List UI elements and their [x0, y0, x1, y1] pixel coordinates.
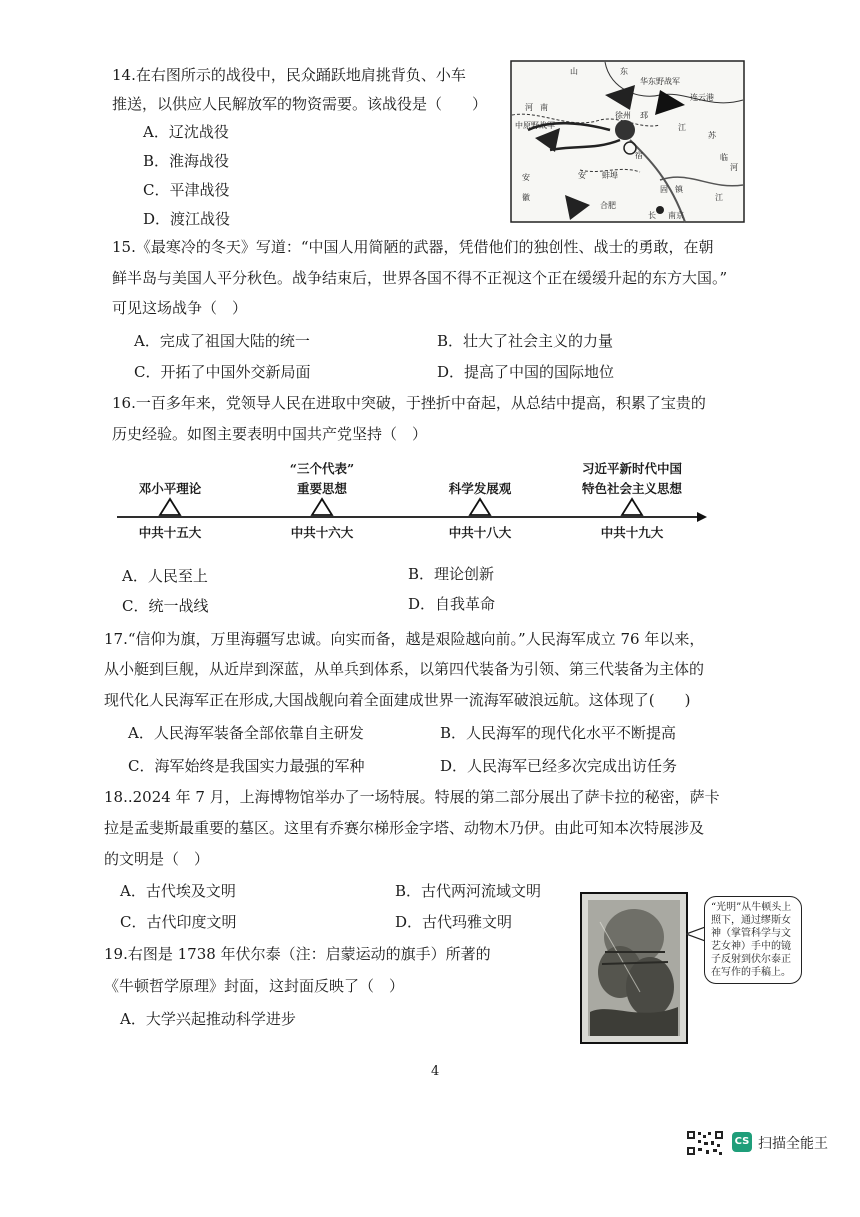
timeline-marker [622, 499, 642, 515]
map-label: 蚌埠 [602, 171, 618, 180]
q18-option-d: D．古代玛雅文明 [395, 913, 513, 931]
q17-stem-line1: 17.“信仰为旗，万里海疆写忠诚。向实而备，越是艰险越向前。”人民海军成立 76 年以来， [104, 630, 705, 648]
q14-stem-line2: 推送，以供应人民解放军的物资需要。该战役是（ ） [112, 95, 488, 113]
book-cover-image [580, 892, 688, 1044]
timeline-top2: 邓小平理论 [138, 481, 202, 496]
q15-option-b: B．壮大了社会主义的力量 [437, 332, 614, 350]
q14-option-b: B．淮海战役 [143, 152, 230, 170]
timeline-bottom: 中共十八大 [448, 525, 512, 540]
timeline-bottom: 中共十五大 [138, 525, 202, 540]
q15-stem-line3: 可见这场战争（ ） [112, 299, 248, 317]
map-label: 邳 [640, 111, 648, 120]
map-label: 镇 [675, 185, 683, 194]
timeline-bottom: 中共十九大 [600, 525, 664, 540]
map-label: 合肥 [600, 201, 616, 210]
q14-option-d: D．渡江战役 [143, 210, 231, 228]
map-label: 连云港 [690, 93, 714, 102]
q19-option-a: A．大学兴起推动科学进步 [120, 1010, 296, 1028]
q17-option-a: A．人民海军装备全部依靠自主研发 [128, 724, 364, 742]
map-label: 江 [678, 123, 686, 132]
map-label: 河 [525, 103, 533, 112]
timeline-arrowhead [697, 512, 707, 522]
q18-stem-line1: 18..2024 年 7 月，上海博物馆举办了一场特展。特展的第二部分展出了萨卡拉的秘密，萨卡 [104, 788, 720, 806]
caption-bubble: “光明”从牛顿头上照下，通过缪斯女神（掌管科学与文艺女神）手中的镜子反射到伏尔泰正在写作的手稿上。 [704, 896, 802, 984]
q18-option-b: B．古代两河流域文明 [395, 882, 542, 900]
q18-stem-line2: 拉是孟斐斯最重要的墓区。这里有乔赛尔梯形金字塔、动物木乃伊。由此可知本次特展涉及 [104, 819, 705, 837]
map-label: 江 [715, 193, 723, 202]
q16-option-b: B．理论创新 [408, 565, 495, 583]
map-label: 徽 [522, 193, 530, 202]
q16-option-c: C．统一战线 [122, 597, 209, 615]
map-label: 南京 [668, 211, 684, 220]
map-label: 东 [620, 67, 628, 76]
q16-stem-line2: 历史经验。如图主要表明中国共产党坚持（ ） [112, 425, 428, 443]
q17-option-c: C．海军始终是我国实力最强的军种 [128, 757, 365, 775]
map-label: 南 [540, 103, 548, 112]
q17-stem-line2: 从小艇到巨舰，从近岸到深蓝，从单兵到体系，以第四代装备为引领、第三代装备为主体的 [104, 660, 705, 678]
q19-stem-line1: 19.右图是 1738 年伏尔泰（注：启蒙运动的旗手）所著的 [104, 945, 491, 963]
map-label: 徐州 [615, 111, 631, 120]
q19-stem-line2: 《牛顿哲学原理》封面，这封面反映了（ ） [104, 977, 405, 995]
q18-option-a: A．古代埃及文明 [120, 882, 236, 900]
timeline-marker [312, 499, 332, 515]
q15-stem-line1: 15.《最寒冷的冬天》写道：“中国人用简陋的武器，凭借他们的独创性、战士的勇敢，在朝 [112, 238, 714, 256]
q16-stem-line1: 16.一百多年来，党领导人民在进取中突破，于挫折中奋起，从总结中提高，积累了宝贵的 [112, 394, 706, 412]
map-label: 安 [578, 171, 586, 180]
camscanner-logo-icon: CS [732, 1132, 752, 1152]
timeline-marker [470, 499, 490, 515]
map-label: 安 [522, 173, 530, 182]
map-label: 中原野战军 [515, 121, 555, 130]
q14-option-a: A．辽沈战役 [143, 123, 229, 141]
q15-option-d: D．提高了中国的国际地位 [437, 363, 615, 381]
map-label: 宿 [635, 151, 643, 160]
map-label: 固 [660, 185, 668, 194]
q15-option-c: C．开拓了中国外交新局面 [134, 363, 311, 381]
map-label: 苏 [708, 131, 716, 140]
q18-option-c: C．古代印度文明 [120, 913, 237, 931]
timeline-bottom: 中共十六大 [290, 525, 354, 540]
timeline-top1: “三个代表” [289, 461, 355, 476]
battle-map [510, 60, 745, 223]
camscanner-brand: 扫描全能王 [758, 1136, 828, 1152]
q16-option-a: A．人民至上 [122, 567, 208, 585]
q15-stem-line2: 鲜半岛与美国人平分秋色。战争结束后，世界各国不得不正视这个正在缓缓升起的东方大国。” [112, 269, 728, 287]
timeline-diagram [112, 455, 712, 545]
timeline-top2: 重要思想 [296, 481, 347, 496]
page-number: 4 [431, 1064, 440, 1079]
q18-stem-line3: 的文明是（ ） [104, 850, 210, 868]
q17-option-d: D．人民海军已经多次完成出访任务 [440, 757, 678, 775]
timeline-marker [160, 499, 180, 515]
qr-code-icon [686, 1130, 724, 1160]
map-label: 华东野战军 [640, 77, 680, 86]
timeline-top2: 特色社会主义思想 [581, 481, 682, 496]
q14-stem-line1: 14.在右图所示的战役中，民众踊跃地肩挑背负、小车 [112, 66, 466, 84]
q17-stem-line3: 现代化人民海军正在形成,大国战舰向着全面建成世界一流海军破浪远航。这体现了( ) [104, 691, 691, 709]
map-label: 河 [730, 163, 738, 172]
map-label: 长 [648, 211, 656, 220]
map-label: 临 [720, 153, 728, 162]
timeline-top2: 科学发展观 [448, 481, 512, 496]
q15-option-a: A．完成了祖国大陆的统一 [134, 332, 310, 350]
q17-option-b: B．人民海军的现代化水平不断提高 [440, 724, 677, 742]
q14-option-c: C．平津战役 [143, 181, 230, 199]
map-label: 山 [570, 67, 578, 76]
timeline-top1: 习近平新时代中国 [581, 461, 682, 476]
q16-option-d: D．自我革命 [408, 595, 496, 613]
